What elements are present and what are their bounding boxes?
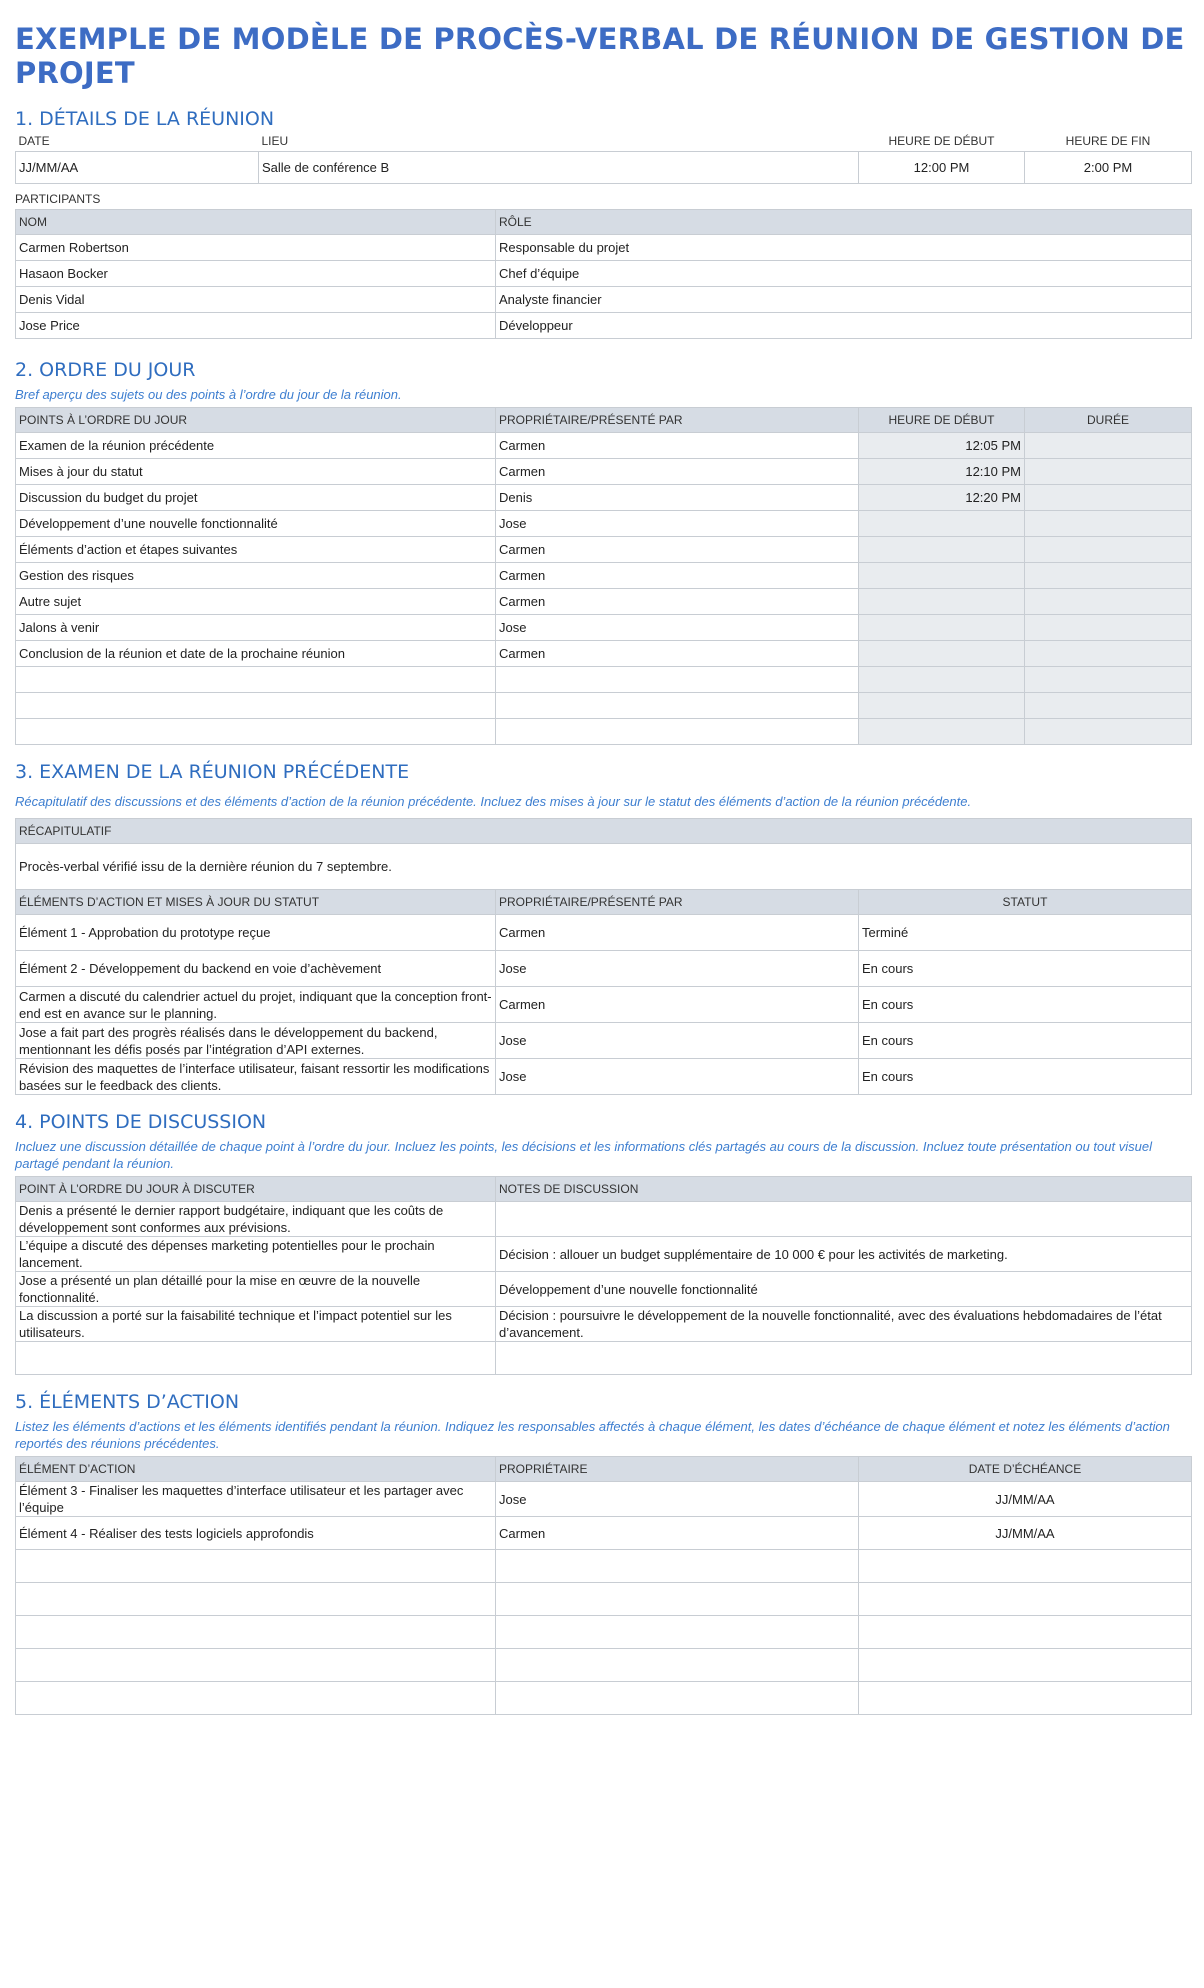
table-row	[16, 485, 1192, 511]
table-cell[interactable]	[16, 1616, 496, 1649]
table-row	[16, 667, 1192, 693]
table-cell[interactable]: En cours	[859, 1059, 1192, 1095]
table-cell[interactable]: Élément 2 - Développement du backend en voie d’achèvement	[16, 951, 496, 987]
table-cell[interactable]	[859, 667, 1025, 693]
table-cell[interactable]: Carmen	[496, 433, 859, 459]
table-row	[16, 1682, 1192, 1715]
table-row	[16, 641, 1192, 667]
table-cell[interactable]	[859, 563, 1025, 589]
table-row	[16, 1482, 1192, 1517]
table-row	[16, 1649, 1192, 1682]
table-cell[interactable]: Jose	[496, 615, 859, 641]
table-cell[interactable]	[496, 1550, 859, 1583]
table-cell[interactable]: 12:05 PM	[859, 433, 1025, 459]
table-cell[interactable]	[16, 1550, 496, 1583]
table-cell[interactable]	[16, 719, 496, 745]
table-cell[interactable]	[496, 1616, 859, 1649]
table-cell[interactable]: Élément 1 - Approbation du prototype reçue	[16, 915, 496, 951]
table-row	[16, 1616, 1192, 1649]
table-cell[interactable]: Carmen	[496, 1517, 859, 1550]
table-cell[interactable]: Chef d’équipe	[496, 261, 1192, 287]
col-owner: PROPRIÉTAIRE	[496, 1457, 859, 1482]
table-cell[interactable]: Terminé	[859, 915, 1192, 951]
col-owner: PROPRIÉTAIRE/PRÉSENTÉ PAR	[496, 890, 859, 915]
table-cell[interactable]: Carmen Robertson	[16, 235, 496, 261]
section-5-heading: 5. ÉLÉMENTS D’ACTION	[15, 1391, 240, 1413]
table-cell[interactable]: Jose	[496, 1482, 859, 1517]
recap-text[interactable]: Procès-verbal vérifié issu de la dernière réunion du 7 septembre.	[16, 844, 1192, 890]
table-cell[interactable]: Jose a présenté un plan détaillé pour la mise en œuvre de la nouvelle fonctionnalité.	[16, 1272, 496, 1307]
table-cell[interactable]: Carmen	[496, 459, 859, 485]
table-cell[interactable]: Autre sujet	[16, 589, 496, 615]
section-4-heading: 4. POINTS DE DISCUSSION	[15, 1111, 267, 1133]
table-cell[interactable]: Carmen	[496, 537, 859, 563]
table-cell[interactable]: Mises à jour du statut	[16, 459, 496, 485]
col-name: NOM	[16, 210, 496, 235]
table-cell[interactable]	[859, 589, 1025, 615]
table-cell[interactable]: Jose	[496, 511, 859, 537]
start-time-label: HEURE DE DÉBUT	[888, 134, 995, 148]
table-cell[interactable]	[496, 1202, 1192, 1237]
col-role: RÔLE	[496, 210, 1192, 235]
table-cell[interactable]: La discussion a porté sur la faisabilité technique et l’impact potentiel sur les utilisateurs.	[16, 1307, 496, 1342]
table-cell[interactable]	[859, 1616, 1192, 1649]
table-row	[16, 1202, 1192, 1237]
table-row	[16, 1059, 1192, 1095]
table-cell[interactable]	[1025, 641, 1192, 667]
table-cell[interactable]: Denis	[496, 485, 859, 511]
table-cell[interactable]: En cours	[859, 1023, 1192, 1059]
table-row	[16, 459, 1192, 485]
table-cell[interactable]	[496, 667, 859, 693]
table-row	[16, 987, 1192, 1023]
section-4-description: Incluez une discussion détaillée de chaque point à l’ordre du jour. Incluez les points, les décisions et les informations clés partagés au cours de la discussion. Incluez toute présentation ou tout visuel partagé pendant la réunion.	[15, 1139, 1152, 1171]
meeting-details-table	[15, 132, 1192, 184]
table-cell[interactable]: Carmen	[496, 987, 859, 1023]
table-cell[interactable]	[1025, 589, 1192, 615]
table-cell[interactable]	[859, 1583, 1192, 1616]
col-discussion-item: POINT À L’ORDRE DU JOUR À DISCUTER	[16, 1177, 496, 1202]
table-row	[16, 951, 1192, 987]
table-row	[16, 563, 1192, 589]
table-cell[interactable]	[496, 1682, 859, 1715]
table-cell[interactable]	[1025, 459, 1192, 485]
table-row	[16, 261, 1192, 287]
start-time-field[interactable]: 12:00 PM	[859, 152, 1025, 184]
table-cell[interactable]: Hasaon Bocker	[16, 261, 496, 287]
section-2-description: Bref aperçu des sujets ou des points à l’ordre du jour de la réunion.	[15, 387, 402, 402]
recap-label: RÉCAPITULATIF	[16, 819, 1192, 844]
table-cell[interactable]: Jose	[496, 1023, 859, 1059]
document	[15, 0, 1191, 1715]
table-row	[16, 1550, 1192, 1583]
section-1-heading: 1. DÉTAILS DE LA RÉUNION	[15, 108, 275, 130]
table-cell[interactable]	[859, 1682, 1192, 1715]
table-cell[interactable]	[1025, 667, 1192, 693]
table-row	[16, 1237, 1192, 1272]
table-cell[interactable]: Carmen	[496, 563, 859, 589]
table-cell[interactable]	[496, 719, 859, 745]
table-row	[16, 511, 1192, 537]
table-cell[interactable]: Conclusion de la réunion et date de la prochaine réunion	[16, 641, 496, 667]
table-cell[interactable]	[496, 1583, 859, 1616]
table-cell[interactable]	[16, 1583, 496, 1616]
table-row	[16, 537, 1192, 563]
table-cell[interactable]	[1025, 563, 1192, 589]
table-cell[interactable]	[1025, 693, 1192, 719]
table-cell[interactable]	[16, 1342, 496, 1375]
table-cell[interactable]: Gestion des risques	[16, 563, 496, 589]
section-2-heading: 2. ORDRE DU JOUR	[15, 359, 196, 381]
col-status: STATUT	[859, 890, 1192, 915]
table-cell[interactable]: Analyste financier	[496, 287, 1192, 313]
table-cell[interactable]: En cours	[859, 951, 1192, 987]
table-cell[interactable]: Carmen	[496, 641, 859, 667]
section-3-heading: 3. EXAMEN DE LA RÉUNION PRÉCÉDENTE	[15, 761, 410, 783]
col-due-date: DATE D’ÉCHÉANCE	[859, 1457, 1192, 1482]
table-row	[16, 1342, 1192, 1375]
col-start-time: HEURE DE DÉBUT	[859, 408, 1025, 433]
table-cell[interactable]: Jose Price	[16, 313, 496, 339]
table-cell[interactable]	[16, 1682, 496, 1715]
table-cell[interactable]: Carmen	[496, 589, 859, 615]
table-cell[interactable]: Discussion du budget du projet	[16, 485, 496, 511]
table-row	[16, 313, 1192, 339]
date-field[interactable]: JJ/MM/AA	[16, 152, 259, 184]
col-owner: PROPRIÉTAIRE/PRÉSENTÉ PAR	[496, 408, 859, 433]
table-row	[16, 1517, 1192, 1550]
col-action-status: ÉLÉMENTS D’ACTION ET MISES À JOUR DU STATUT	[16, 890, 496, 915]
table-cell[interactable]: Décision : poursuivre le développement de la nouvelle fonctionnalité, avec des évaluations hebdomadaires de l’état d’avancement.	[496, 1307, 1192, 1342]
table-cell[interactable]: Révision des maquettes de l’interface utilisateur, faisant ressortir les modifications basées sur le feedback des clients.	[16, 1059, 496, 1095]
table-cell[interactable]	[859, 641, 1025, 667]
table-cell[interactable]: Jose a fait part des progrès réalisés dans le développement du backend, mentionnant les défis posés par l’intégration d’API externes.	[16, 1023, 496, 1059]
col-agenda-item: POINTS À L’ORDRE DU JOUR	[16, 408, 496, 433]
section-3-description: Récapitulatif des discussions et des éléments d’action de la réunion précédente. Incluez des mises à jour sur le statut des éléments d’action de la réunion précédente.	[15, 794, 972, 809]
table-cell[interactable]	[1025, 511, 1192, 537]
table-cell[interactable]: Développement d’une nouvelle fonctionnalité	[496, 1272, 1192, 1307]
end-time-label: HEURE DE FIN	[1065, 134, 1151, 148]
table-cell[interactable]	[1025, 615, 1192, 641]
table-cell[interactable]: JJ/MM/AA	[859, 1482, 1192, 1517]
location-label: LIEU	[261, 134, 289, 148]
table-cell[interactable]: Développement d’une nouvelle fonctionnalité	[16, 511, 496, 537]
table-cell[interactable]: L’équipe a discuté des dépenses marketing potentielles pour le prochain lancement.	[16, 1237, 496, 1272]
table-row	[16, 1307, 1192, 1342]
table-row	[16, 915, 1192, 951]
table-cell[interactable]	[859, 511, 1025, 537]
table-cell[interactable]	[1025, 719, 1192, 745]
table-cell[interactable]	[1025, 485, 1192, 511]
table-cell[interactable]	[16, 693, 496, 719]
table-cell[interactable]	[859, 1550, 1192, 1583]
table-row	[16, 1583, 1192, 1616]
table-cell[interactable]	[859, 537, 1025, 563]
table-cell[interactable]: Denis a présenté le dernier rapport budgétaire, indiquant que les coûts de développement sont conformes aux prévisions.	[16, 1202, 496, 1237]
table-cell[interactable]: JJ/MM/AA	[859, 1517, 1192, 1550]
table-row	[16, 719, 1192, 745]
table-row	[16, 287, 1192, 313]
end-time-field[interactable]: 2:00 PM	[1025, 152, 1192, 184]
participants-table	[15, 209, 1192, 339]
participants-label: PARTICIPANTS	[15, 192, 101, 206]
table-cell[interactable]: Jose	[496, 951, 859, 987]
table-cell[interactable]: Développeur	[496, 313, 1192, 339]
table-cell[interactable]: Décision : allouer un budget supplémentaire de 10 000 € pour les activités de marketing.	[496, 1237, 1192, 1272]
table-cell[interactable]	[16, 1649, 496, 1682]
table-cell[interactable]: 12:10 PM	[859, 459, 1025, 485]
table-cell[interactable]	[859, 1649, 1192, 1682]
table-cell[interactable]: Élément 4 - Réaliser des tests logiciels approfondis	[16, 1517, 496, 1550]
table-cell[interactable]: En cours	[859, 987, 1192, 1023]
table-cell[interactable]	[1025, 537, 1192, 563]
table-cell[interactable]: 12:20 PM	[859, 485, 1025, 511]
date-label: DATE	[18, 134, 50, 148]
table-cell[interactable]	[859, 693, 1025, 719]
agenda-table	[15, 407, 1192, 745]
table-row	[16, 615, 1192, 641]
table-cell[interactable]: Responsable du projet	[496, 235, 1192, 261]
col-discussion-notes: NOTES DE DISCUSSION	[496, 1177, 1192, 1202]
table-cell[interactable]: Élément 3 - Finaliser les maquettes d’interface utilisateur et les partager avec l’équipe	[16, 1482, 496, 1517]
table-cell[interactable]: Éléments d’action et étapes suivantes	[16, 537, 496, 563]
table-cell[interactable]	[1025, 433, 1192, 459]
table-row	[16, 693, 1192, 719]
table-cell[interactable]	[16, 667, 496, 693]
table-cell[interactable]	[859, 615, 1025, 641]
table-cell[interactable]: Examen de la réunion précédente	[16, 433, 496, 459]
recap-table	[15, 818, 1192, 1095]
table-cell[interactable]: Carmen a discuté du calendrier actuel du projet, indiquant que la conception front-end est en avance sur le planning.	[16, 987, 496, 1023]
col-action-item: ÉLÉMENT D’ACTION	[16, 1457, 496, 1482]
table-cell[interactable]	[496, 1649, 859, 1682]
col-duration: DURÉE	[1025, 408, 1192, 433]
table-row	[16, 589, 1192, 615]
table-cell[interactable]: Denis Vidal	[16, 287, 496, 313]
table-row	[16, 433, 1192, 459]
discussion-table	[15, 1176, 1192, 1375]
action-items-table	[15, 1456, 1192, 1715]
table-cell[interactable]	[496, 693, 859, 719]
table-cell[interactable]: Carmen	[496, 915, 859, 951]
table-cell[interactable]: Jalons à venir	[16, 615, 496, 641]
table-cell[interactable]	[496, 1342, 1192, 1375]
table-cell[interactable]	[859, 719, 1025, 745]
page-title: EXEMPLE DE MODÈLE DE PROCÈS-VERBAL DE RÉUNION DE GESTION DE PROJET	[15, 22, 1185, 90]
table-row	[16, 1023, 1192, 1059]
table-row	[16, 235, 1192, 261]
table-row	[16, 1272, 1192, 1307]
table-cell[interactable]: Jose	[496, 1059, 859, 1095]
location-field[interactable]: Salle de conférence B	[259, 152, 859, 184]
section-5-description: Listez les éléments d’actions et les éléments identifiés pendant la réunion. Indiquez les responsables affectés à chaque élément, les dates d’échéance de chaque élément et notez les éléments d’action reportés des réunions précédentes.	[15, 1419, 1170, 1451]
